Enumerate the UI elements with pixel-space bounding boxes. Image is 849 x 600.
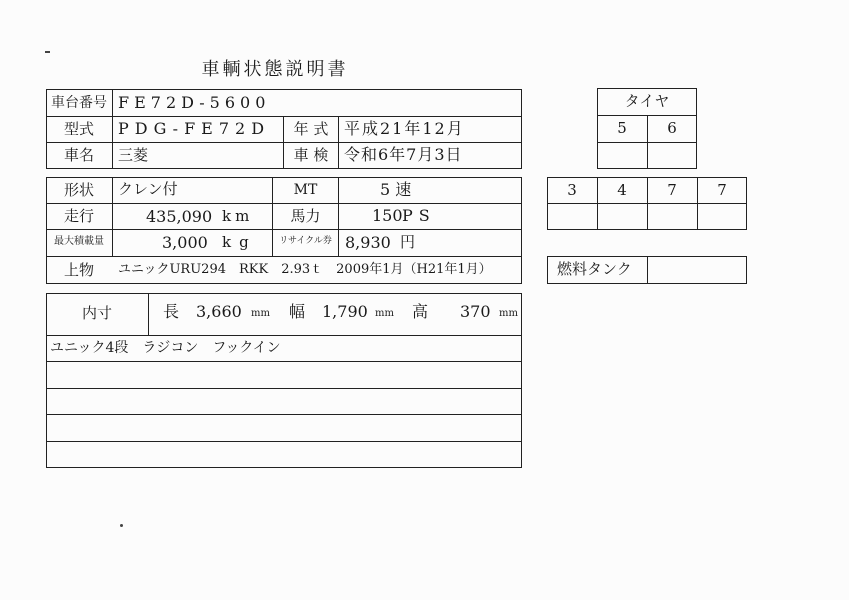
power-label: 馬力 [290, 207, 321, 225]
tire-rear-3: 7 [667, 181, 677, 199]
mileage-unit: km [222, 207, 254, 225]
chassis-number-value: FE72D-5600 [118, 93, 271, 112]
max-load-label: 最大積載量 [54, 236, 104, 247]
fuel-tank-label: 燃料タンク [557, 260, 632, 278]
height-unit: mm [499, 308, 518, 319]
length-unit: mm [251, 308, 270, 319]
scan-speck [120, 524, 123, 527]
mt-label: MT [293, 182, 318, 198]
mileage-value: 435,090 [146, 207, 213, 226]
recycle-fee-label: リサイクル券 [279, 236, 332, 246]
width-value: 1,790 [322, 302, 368, 321]
tire-front-left: 5 [617, 119, 627, 137]
length-value: 3,660 [196, 302, 242, 321]
chassis-number-label: 車台番号 [51, 95, 107, 111]
year-label: 年 式 [293, 120, 329, 138]
model-label: 型式 [63, 120, 94, 138]
power-unit: PS [402, 206, 436, 225]
year-value: 平成21年12月 [344, 119, 465, 138]
tire-rear-1: 3 [567, 181, 577, 199]
tire-front-right: 6 [667, 119, 677, 137]
mileage-label: 走行 [63, 207, 94, 225]
body-value: ユニックURU294 RKK 2.93ｔ 2009年1月（H21年1月） [118, 262, 492, 277]
scan-speck [45, 51, 50, 53]
power-value: 150 [372, 206, 403, 225]
model-value: PDG-FE72D [118, 119, 271, 138]
inspection-label: 車 検 [293, 146, 329, 164]
mt-value: 5 速 [380, 180, 412, 199]
length-label: 長 [163, 302, 180, 321]
width-unit: mm [375, 308, 394, 319]
inspection-value: 令和6年7月3日 [344, 145, 463, 164]
tire-rear-2: 4 [617, 181, 627, 199]
maker-label: 車名 [63, 146, 94, 164]
maker-value: 三菱 [118, 146, 149, 164]
shape-label: 形状 [63, 181, 94, 199]
height-label: 高 [412, 302, 429, 321]
body-label: 上物 [63, 261, 94, 279]
shape-value: クレン付 [118, 180, 178, 198]
width-label: 幅 [289, 302, 306, 321]
tire-label: タイヤ [624, 92, 670, 110]
recycle-fee-unit: 円 [400, 233, 416, 251]
notes-line-1: ユニック4段 ラジコン フックイン [50, 340, 281, 356]
max-load-value: 3,000 [162, 233, 208, 252]
height-value: 370 [460, 302, 491, 321]
document-title: 車輌状態説明書 [201, 59, 349, 80]
recycle-fee-value: 8,930 [345, 233, 391, 252]
tire-rear-4: 7 [717, 181, 727, 199]
inner-dimensions-label: 内寸 [81, 304, 112, 322]
max-load-unit: kg [222, 233, 257, 251]
